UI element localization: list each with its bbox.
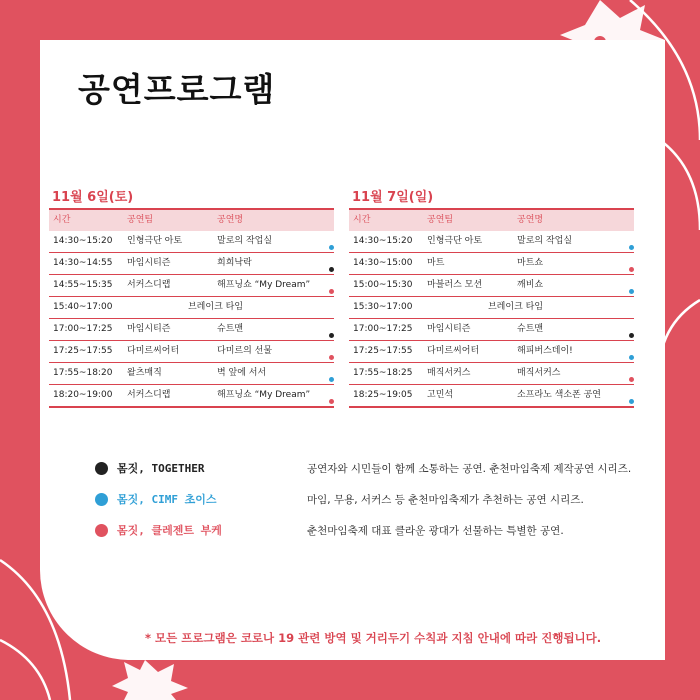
row-show: 말로의 작업실	[217, 236, 273, 246]
row-team: 마임시티즌	[127, 258, 171, 268]
row-team: 다미르씨어터	[427, 346, 480, 356]
table-row	[49, 385, 334, 408]
row-show: 벽 앞에 서서	[217, 368, 267, 378]
table-row	[349, 341, 634, 363]
row-show: 깨비쇼	[517, 280, 544, 290]
row-show: 말로의 작업실	[517, 236, 573, 246]
row-team: 마임시티즌	[127, 324, 171, 334]
table-row	[49, 363, 334, 385]
category-dot-red	[329, 355, 334, 360]
schedule-rows	[349, 231, 634, 408]
row-team: 마트	[427, 258, 445, 268]
row-break: 브레이크 타임	[487, 302, 544, 312]
legend-desc: 공연자와 시민들이 함께 소통하는 공연. 춘천마임축제 제작공연 시리즈.	[307, 463, 632, 475]
row-team: 인형극단 아토	[127, 236, 183, 246]
category-dot-blue	[629, 399, 634, 404]
row-show: 해프닝쇼 “My Dream”	[217, 390, 311, 400]
day-schedule-sat	[49, 188, 334, 408]
row-time: 17:55~18:25	[353, 368, 413, 378]
legend-name: 몸짓, 클레젠트 부케	[117, 524, 222, 537]
table-row	[49, 231, 334, 253]
legend-name: 몸짓, CIMF 초이스	[117, 493, 217, 506]
table-row	[349, 297, 634, 319]
category-dot-red	[329, 399, 334, 404]
legend-dot-black	[95, 462, 108, 475]
row-time: 14:30~15:20	[353, 236, 413, 246]
table-row	[349, 363, 634, 385]
row-time: 15:00~15:30	[353, 280, 413, 290]
row-time: 15:30~17:00	[353, 302, 413, 312]
row-time: 14:30~15:20	[53, 236, 113, 246]
page-title: 공연프로그램	[78, 70, 276, 109]
row-time: 15:40~17:00	[53, 302, 113, 312]
day-heading: 11월 6일(토)	[52, 190, 134, 205]
row-team: 다미르씨어터	[127, 346, 180, 356]
legend-dot-red	[95, 524, 108, 537]
row-time: 17:55~18:20	[53, 368, 113, 378]
table-row	[49, 341, 334, 363]
table-row	[49, 297, 334, 319]
table-row	[349, 385, 634, 408]
category-dot-blue	[629, 355, 634, 360]
header-time: 시간	[353, 215, 371, 225]
day-heading: 11월 7일(일)	[352, 190, 434, 205]
row-break: 브레이크 타임	[187, 302, 244, 312]
row-time: 14:55~15:35	[53, 280, 113, 290]
category-dot-blue	[629, 289, 634, 294]
table-row	[349, 275, 634, 297]
category-dot-red	[629, 377, 634, 382]
row-show: 희희낙락	[217, 258, 252, 268]
header-show: 공연명	[217, 215, 244, 225]
row-team: 서커스디랩	[127, 280, 171, 290]
row-time: 18:20~19:00	[53, 390, 113, 400]
row-team: 고민석	[427, 390, 454, 400]
row-team: 인형극단 아토	[427, 236, 483, 246]
day-schedule-sun	[349, 188, 634, 408]
row-show: 슈트맨	[217, 324, 244, 334]
row-team: 서커스디랩	[127, 390, 171, 400]
program-card	[40, 40, 665, 660]
table-header	[349, 208, 634, 231]
row-time: 18:25~19:05	[353, 390, 413, 400]
footnote: * 모든 프로그램은 코로나 19 관련 방역 및 거리두기 수칙과 지침 안내에 따라 진행됩니다.	[145, 631, 602, 645]
header-show: 공연명	[517, 215, 544, 225]
legend-name: 몸짓, TOGETHER	[117, 462, 205, 475]
row-team: 마블러스 모션	[427, 280, 483, 290]
legend-desc: 마임, 무용, 서커스 등 춘천마임축제가 추천하는 공연 시리즈.	[307, 494, 584, 506]
row-team: 마임시티즌	[427, 324, 471, 334]
row-team: 매직서커스	[427, 368, 471, 378]
table-row	[49, 275, 334, 297]
table-row	[49, 319, 334, 341]
legend-cimf-choice	[95, 490, 635, 510]
row-show: 마트쇼	[517, 258, 544, 268]
row-team: 왈츠매직	[127, 368, 162, 378]
row-time: 14:30~15:00	[353, 258, 413, 268]
row-time: 17:00~17:25	[353, 324, 413, 334]
flower-bottom-left	[112, 660, 188, 700]
table-row	[49, 253, 334, 275]
row-show: 슈트맨	[517, 324, 544, 334]
header-time: 시간	[53, 215, 71, 225]
legend-desc: 춘천마임축제 대표 클라운 광대가 선물하는 특별한 공연.	[307, 525, 564, 537]
schedule-rows	[49, 231, 334, 408]
row-show: 해프닝쇼 “My Dream”	[217, 280, 311, 290]
table-header	[49, 208, 334, 231]
table-row	[349, 253, 634, 275]
table-row	[349, 319, 634, 341]
category-dot-black	[329, 267, 334, 272]
row-time: 14:30~14:55	[53, 258, 113, 268]
category-dot-blue	[329, 245, 334, 250]
header-team: 공연팀	[427, 215, 454, 225]
row-show: 해피버스데이!	[517, 346, 573, 356]
row-show: 다미르의 선물	[217, 346, 273, 356]
table-row	[349, 231, 634, 253]
row-time: 17:25~17:55	[353, 346, 413, 356]
row-show: 소프라노 색소폰 공연	[517, 390, 601, 400]
legend-dot-blue	[95, 493, 108, 506]
category-dot-black	[329, 333, 334, 338]
row-time: 17:00~17:25	[53, 324, 113, 334]
category-dot-red	[629, 267, 634, 272]
header-team: 공연팀	[127, 215, 154, 225]
row-time: 17:25~17:55	[53, 346, 113, 356]
row-show: 매직서커스	[517, 368, 561, 378]
category-dot-black	[629, 333, 634, 338]
category-dot-blue	[629, 245, 634, 250]
category-dot-red	[329, 289, 334, 294]
legend-clown-bouquet	[95, 521, 635, 541]
category-dot-blue	[329, 377, 334, 382]
legend-together	[95, 459, 635, 479]
